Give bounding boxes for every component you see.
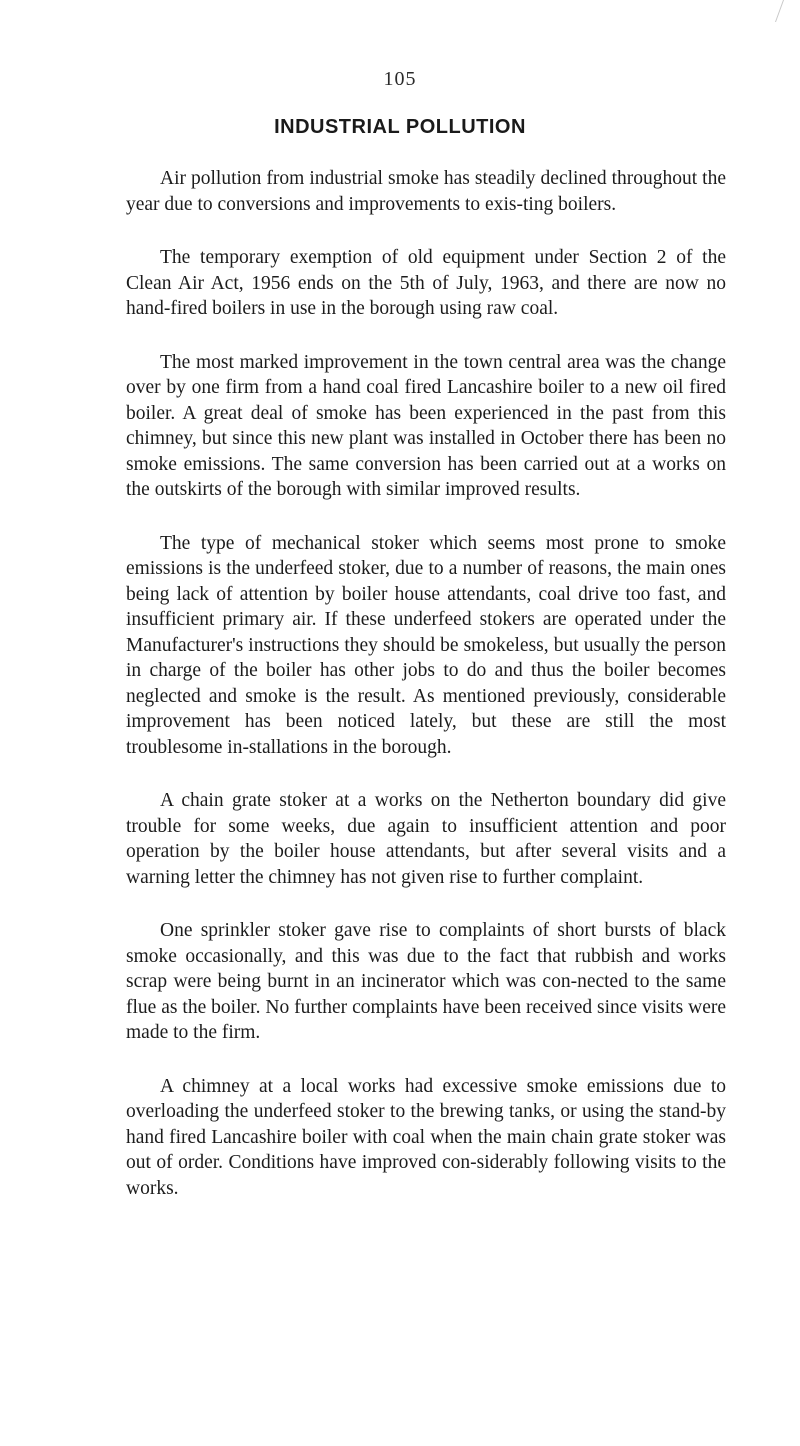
paragraph-6: One sprinkler stoker gave rise to complaints of short bursts of black smoke occasionally, and this was due to the fact that rubbish and works scrap were being burnt in an incinerator which was con-nected to the same flue as the boiler. No further complaints have been received since visits were made to the firm. bbox=[126, 920, 726, 1043]
paragraph-5: A chain grate stoker at a works on the Netherton boundary did give trouble for some weeks, due again to insufficient attention and poor operation by the boiler house attendants, but after several visits and a warning letter the chimney has not given rise to further complaint. bbox=[126, 790, 726, 888]
paragraph-3: The most marked improvement in the town central area was the change over by one firm from a hand coal fired Lancashire boiler to a new oil fired boiler. A great deal of smoke has been experienced in the past from this chimney, but since this new plant was installed in October there has been no smoke emissions. The same conversion has been carried out at a works on the outskirts of the borough with similar improved results. bbox=[126, 351, 726, 500]
section-heading: INDUSTRIAL POLLUTION bbox=[274, 116, 526, 138]
paragraph-2: The temporary exemption of old equipment under Section 2 of the Clean Air Act, 1956 ends on the 5th of July, 1963, and there are now no hand-fired boilers in use in the borough using raw coal. bbox=[126, 247, 726, 319]
body-text bbox=[126, 166, 726, 1229]
page-corner-mark bbox=[775, 0, 798, 22]
page-number: 105 bbox=[383, 68, 417, 90]
paragraph-7: A chimney at a local works had excessive smoke emissions due to overloading the underfeed stoker to the brewing tanks, or using the stand-by hand fired Lancashire boiler with coal when the main chain grate stoker was out of order. Conditions have improved con-siderably following visits to the works. bbox=[126, 1075, 726, 1199]
paragraph-1: Air pollution from industrial smoke has steadily declined throughout the year due to conversions and improvements to exis-ting boilers. bbox=[126, 168, 726, 215]
paragraph-4: The type of mechanical stoker which seems most prone to smoke emissions is the underfeed stoker, due to a number of reasons, the main ones being lack of attention by boiler house attendants, coal drive too fast, and insufficient primary air. If these underfeed stokers are operated under the Manufacturer's instructions they should be smokeless, but usually the person in charge of the boiler has other jobs to do and thus the boiler becomes neglected and smoke is the result. As mentioned previously, considerable improvement has been noticed lately, but these are still the most troublesome in-stallations in the borough. bbox=[126, 532, 726, 758]
